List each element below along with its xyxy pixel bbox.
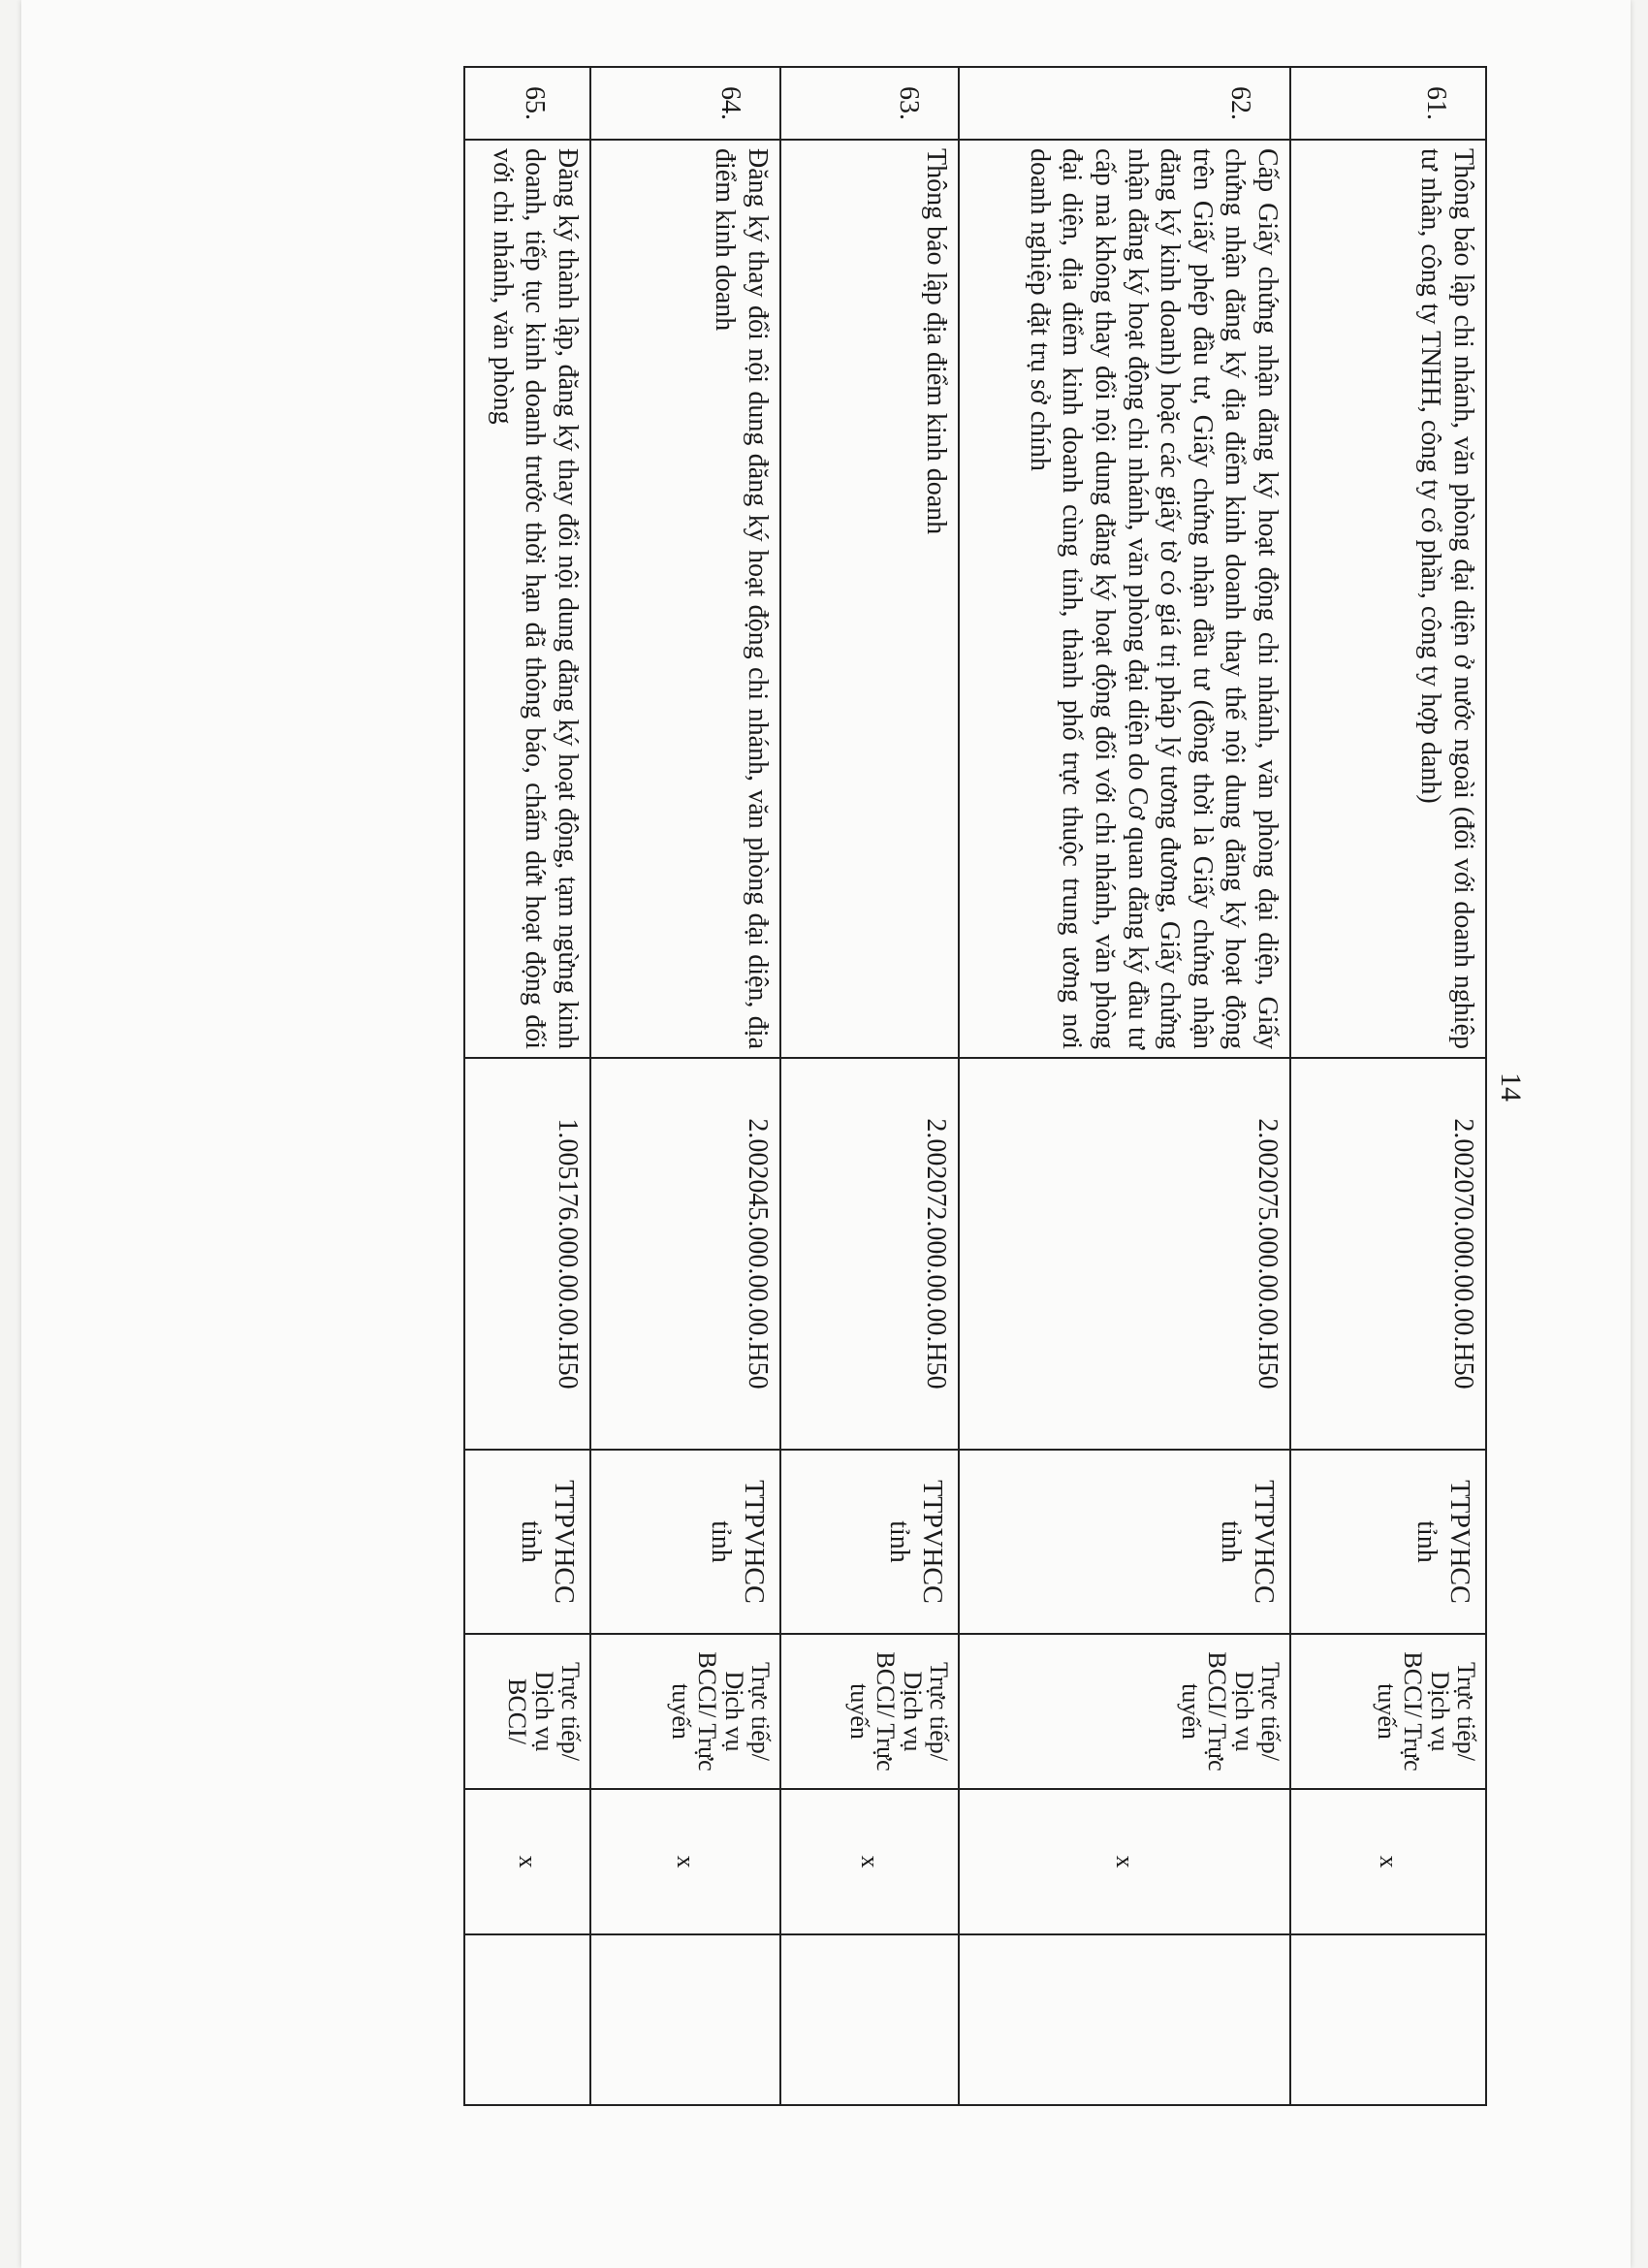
agency: TTPVHCC tỉnh: [464, 1450, 590, 1634]
rotated-table-frame: [227, 66, 1487, 2104]
row-number: 62.: [959, 67, 1290, 140]
row-number: 65.: [464, 67, 590, 140]
procedure-code: 2.002070.000.00.00.H50: [1290, 1058, 1486, 1450]
note-cell: [464, 1934, 590, 2105]
check-mark: x: [464, 1789, 590, 1934]
procedure-table: [463, 66, 1487, 2106]
agency: TTPVHCC tỉnh: [590, 1450, 780, 1634]
check-mark: x: [780, 1789, 959, 1934]
agency: TTPVHCC tỉnh: [1290, 1450, 1486, 1634]
procedure-code: 2.002045.000.00.00.H50: [590, 1058, 780, 1450]
procedure-name: Đăng ký thay đổi nội dung đăng ký hoạt động chi nhánh, văn phòng đại diện, địa điểm kinh doanh: [590, 140, 780, 1058]
submission-method: Trực tiếp/ Dịch vụ BCCI/ Trực tuyến: [590, 1634, 780, 1789]
submission-method: Trực tiếp/ Dịch vụ BCCI/ Trực tuyến: [1290, 1634, 1486, 1789]
procedure-name: Thông báo lập chi nhánh, văn phòng đại diện ở nước ngoài (đối với doanh nghiệp tư nhân, công ty TNHH, công ty cổ phần, công ty hợp danh): [1290, 140, 1486, 1058]
page-number: 14: [1495, 1072, 1527, 1102]
row-number: 63.: [780, 67, 959, 140]
procedure-name: Thông báo lập địa điểm kinh doanh: [780, 140, 959, 1058]
table-row: [780, 67, 959, 2105]
procedure-code: 1.005176.000.00.00.H50: [464, 1058, 590, 1450]
procedure-code: 2.002072.000.00.00.H50: [780, 1058, 959, 1450]
table-row: [464, 67, 590, 2105]
procedure-name: Cấp Giấy chứng nhận đăng ký hoạt động chi nhánh, văn phòng đại diện, Giấy chứng nhận đăng ký địa điểm kinh doanh thay thế nội dung đăng ký hoạt động trên Giấy phép đầu tư, Giấy chứng nhận đầu tư (đồng thời là Giấy chứng nhận đăng ký kinh doanh) hoặc các giấy tờ có giá trị pháp lý tương đương, Giấy chứng nhận đăng ký hoạt động chi nhánh, văn phòng đại diện do Cơ quan đăng ký đầu tư cấp mà không thay đổi nội dung đăng ký hoạt động đối với chi nhánh, văn phòng đại diện, địa điểm kinh doanh cùng tỉnh, thành phố trực thuộc trung ương nơi doanh nghiệp đặt trụ sở chính: [959, 140, 1290, 1058]
agency: TTPVHCC tỉnh: [959, 1450, 1290, 1634]
note-cell: [959, 1934, 1290, 2105]
check-mark: x: [590, 1789, 780, 1934]
row-number: 61.: [1290, 67, 1486, 140]
agency: TTPVHCC tỉnh: [780, 1450, 959, 1634]
note-cell: [590, 1934, 780, 2105]
submission-method: Trực tiếp/ Dịch vụ BCCI/ Trực tuyến: [780, 1634, 959, 1789]
submission-method: Trực tiếp/ Dịch vụ BCCI/ Trực tuyến: [959, 1634, 1290, 1789]
submission-method: Trực tiếp/ Dịch vụ BCCI/: [464, 1634, 590, 1789]
procedure-name: Đăng ký thành lập, đăng ký thay đổi nội dung đăng ký hoạt động, tạm ngừng kinh doanh, tiếp tục kinh doanh trước thời hạn đã thông báo, chấm dứt hoạt động đối với chi nhánh, văn phòng: [464, 140, 590, 1058]
note-cell: [780, 1934, 959, 2105]
row-number: 64.: [590, 67, 780, 140]
check-mark: x: [1290, 1789, 1486, 1934]
note-cell: [1290, 1934, 1486, 2105]
check-mark: x: [959, 1789, 1290, 1934]
procedure-code: 2.002075.000.00.00.H50: [959, 1058, 1290, 1450]
table-row: [959, 67, 1290, 2105]
table-row: [590, 67, 780, 2105]
table-row: [1290, 67, 1486, 2105]
